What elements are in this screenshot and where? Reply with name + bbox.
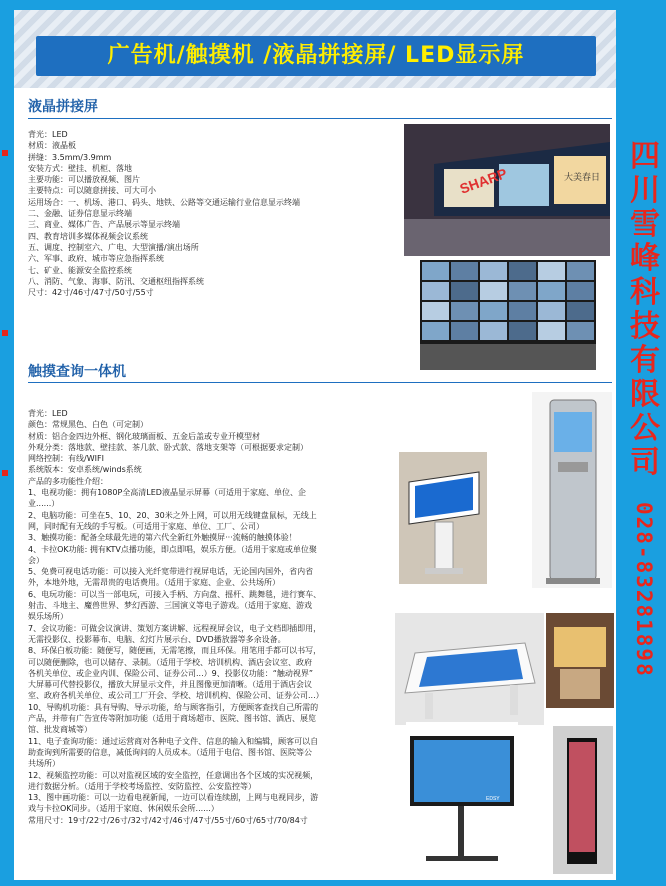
spec-line: 娱乐场所） xyxy=(28,612,68,622)
wall-panel xyxy=(480,262,507,280)
spec-line: 系统版本：安卓系统/winds系统 xyxy=(28,465,142,475)
spec-line: 戏与卡拉OK同步。（适用于家庭、休闲娱乐会所......） xyxy=(28,804,219,814)
spec-line: 助查询到所需要的信息，减低询问的人员成本。（适用于电信、图书馆、医院等公 xyxy=(28,747,312,757)
company-char: 雪 xyxy=(630,207,660,242)
brand-text: SHARP xyxy=(457,165,510,197)
wall-panel xyxy=(422,322,449,340)
spec-line: 运用场合：一、机场、港口、码头、地铁、公路等交通运输行业信息显示终端 xyxy=(28,197,300,207)
wall-panel xyxy=(509,282,536,300)
company-char: 技 xyxy=(630,309,660,344)
spec-line: 七、矿业、能源安全监控系统 xyxy=(28,265,132,275)
kiosk-photo-classroom xyxy=(546,613,614,708)
spec-line: 13、图中画功能：可以一边看电视新闻，一边可以看连续剧，上网与电视同步，游 xyxy=(28,793,319,803)
wall-panel xyxy=(538,322,565,340)
spec-line: 7、会议功能：可做会议演讲、策划方案讲解、远程视屏会议，电子文档即插即用， xyxy=(28,623,322,633)
floor-stand-screen-photo xyxy=(406,722,518,872)
spec-line: 8、环保白板功能：随便写，随便画，无需笔擦，而且环保。用笔用手都可以书写， xyxy=(28,646,322,656)
spec-line: 可以随便删除，也可以储存、录制。（适用于学校、培训机构、酒店会议室、政府 xyxy=(28,657,312,667)
spec-line: 常用尺寸：19寸/22寸/26寸/32寸/42寸/46寸/47寸/55寸/60寸/65寸/70/84寸 xyxy=(28,815,308,825)
display-text: 大美春日 xyxy=(564,173,601,183)
spec-line: 6、电玩功能：可以当一部电玩，可接入手柄、方向盘、摇杆、跳舞毯，进行赛车、 xyxy=(28,589,322,599)
spec-line: 产品的多功能性介绍： xyxy=(28,476,108,486)
spec-line: 4、卡拉OK功能: 拥有KTV点播功能，即点即唱，娱乐方便。（适用于家庭或单位聚 xyxy=(28,544,317,554)
spec-line: 拼缝：3.5mm/3.9mm xyxy=(28,152,112,162)
company-char: 公 xyxy=(630,411,660,446)
wall-panel xyxy=(451,282,478,300)
company-char: 司 xyxy=(630,445,660,480)
spec-line: 产品，并带有广告宣传等附加功能（适用于商场超市、医院、图书馆、酒店、展览 xyxy=(28,714,316,724)
section-title-video-wall: 液晶拼接屏 xyxy=(28,99,98,115)
touch-kiosk-specs xyxy=(28,408,388,826)
video-wall-cabinet-photo xyxy=(414,260,602,372)
video-wall-specs xyxy=(28,129,408,298)
wall-panel xyxy=(567,302,594,320)
wall-panel xyxy=(509,262,536,280)
spec-line: 八、消防、气象、海事、防汛、交通枢纽指挥系统 xyxy=(28,276,204,286)
company-char: 四 xyxy=(630,139,660,174)
section-divider xyxy=(28,118,612,119)
wall-panel xyxy=(480,282,507,300)
wall-panel xyxy=(451,262,478,280)
spec-line: 材质：铝合金四边外框、钢化玻璃面板、五金后盖或专业开模型材 xyxy=(28,431,260,441)
wall-panel xyxy=(451,322,478,340)
wall-panel xyxy=(538,282,565,300)
wall-panel xyxy=(538,262,565,280)
spec-line: 四、教育培训多媒体视频会议系统 xyxy=(28,231,148,241)
spec-line: 大屏幕可代替投影仪，播放大屏显示文件，并且图像更加清晰。（适用于酒店会议 xyxy=(28,680,312,690)
digital-signage-photo xyxy=(553,726,613,874)
wall-panel xyxy=(422,302,449,320)
company-contact-strip xyxy=(624,140,666,780)
spec-line: 室、政府各机关单位、或公司工厂开会、学校、培训机构、保险公司、证券公司...） xyxy=(28,691,324,701)
spec-line: 六、军事、政府、城市等应急指挥系统 xyxy=(28,254,164,264)
kiosk-photo-standing xyxy=(532,392,612,588)
spec-line: 主要特点：可以随意拼接、可大可小 xyxy=(28,186,156,196)
edge-mark xyxy=(2,470,8,476)
spec-line: 颜色：常规黑色、白色（可定制） xyxy=(28,420,148,430)
spec-line: 材质：液晶板 xyxy=(28,141,76,151)
section-title-touch-kiosk: 触摸查询一体机 xyxy=(28,364,126,380)
spec-line: 网，同时配有无线的手写板。（可适用于家庭、单位、工厂、公司） xyxy=(28,521,264,531)
spec-line: 外观分类：落地款、壁挂款、茶几款、卧式款、落地支架等（可根据要求定制） xyxy=(28,442,308,452)
wall-panel xyxy=(422,282,449,300)
video-wall-photo-hall xyxy=(404,124,610,256)
kiosk-photo-tilted xyxy=(399,452,487,584)
wall-panel xyxy=(422,262,449,280)
spec-line: 各机关单位、或企业内训、保险公司、证券公司...）9、投影仪功能：“触动视界” xyxy=(28,668,314,678)
wall-panel xyxy=(567,282,594,300)
spec-line: 无需投影仪、投影幕布、电脑、幻灯片展示台、DVD播放器等多余设备。 xyxy=(28,634,286,644)
wall-panel xyxy=(480,302,507,320)
wall-panel xyxy=(567,322,594,340)
spec-line: 12、视频监控功能：可以对监视区域的安全监控，任意调出各个区域的实况视频， xyxy=(28,770,319,780)
spec-line: 背光：LED xyxy=(28,130,68,139)
wall-panel xyxy=(538,302,565,320)
touch-table-photo xyxy=(395,613,544,725)
company-char: 有 xyxy=(630,343,660,378)
spec-line: 5、免费可视电话功能：可以接入光纤宽带进行视屏电话，无论国内国外，省内省 xyxy=(28,567,314,577)
wall-panel xyxy=(480,322,507,340)
edge-mark xyxy=(2,330,8,336)
spec-line: 会） xyxy=(28,555,44,565)
company-char: 峰 xyxy=(630,241,660,276)
spec-line: 网络控制：有线/WIFI xyxy=(28,454,104,464)
spec-line: 共场所） xyxy=(28,759,60,769)
spec-line: 业......） xyxy=(28,499,60,509)
spec-line: 三、商业、媒体广告、产品展示等显示终端 xyxy=(28,220,180,230)
edge-mark xyxy=(2,150,8,156)
spec-line: 11、电子查询功能：通过运营商对各种电子文件、信息的输入和编辑，顾客可以自 xyxy=(28,736,319,746)
company-char: 科 xyxy=(630,275,660,310)
wall-panel xyxy=(567,262,594,280)
spec-line: 尺寸：42寸/46寸/47寸/50寸/55寸 xyxy=(28,288,154,298)
spec-line: 安装方式：壁挂、机柜、落地 xyxy=(28,163,132,173)
spec-line: 馆、批发商城等） xyxy=(28,725,92,735)
kiosk-brand: EDSY xyxy=(486,796,500,802)
spec-line: 2、电脑功能：可坐在5、10、20、30米之外上网，可以用无线键盘鼠标，无线上 xyxy=(28,510,317,520)
wall-panel xyxy=(509,322,536,340)
spec-line: 1、电视功能：拥有1080P全高清LED液晶显示屏幕（可适用于家庭、单位、企 xyxy=(28,488,306,498)
spec-line: 五、调度、控制室六、广电、大型演播/演出场所 xyxy=(28,242,199,252)
spec-line: 外，本地外地，无需昂贵的电话费用。（适用于家庭、企业、公共场所） xyxy=(28,578,280,588)
wall-panel xyxy=(451,302,478,320)
spec-line: 主要功能：可以播放视频、图片 xyxy=(28,175,140,185)
wall-panel xyxy=(509,302,536,320)
spec-line: 3、触摸功能：配备全球最先进的第六代全新红外触摸屏···流畅的触摸体验！ xyxy=(28,533,297,543)
spec-line: 射击、斗地主、魔兽世界、梦幻西游、三国演义等电子游戏。（适用于家庭、游戏 xyxy=(28,601,312,611)
spec-line: 背光：LED xyxy=(28,409,68,418)
flyer-page xyxy=(14,10,616,880)
spec-line: 二、金融、证券信息显示终端 xyxy=(28,209,132,219)
spec-line: 进行数据分析。（适用于学校考场监控、安防监控、公安监控等） xyxy=(28,781,256,791)
company-name xyxy=(624,140,666,480)
company-char: 限 xyxy=(630,377,660,412)
spec-line: 10、导购机功能：具有导购、导示功能，给与顾客指引，方便顾客查找自己所需的 xyxy=(28,702,319,712)
header-banner xyxy=(14,10,616,88)
phone-number: 028-83281898 xyxy=(632,502,656,678)
banner-title: 广告机/触摸机 /液晶拼接屏/ LED显示屏 xyxy=(36,36,596,76)
company-char: 川 xyxy=(630,173,660,208)
section-divider xyxy=(28,382,612,383)
